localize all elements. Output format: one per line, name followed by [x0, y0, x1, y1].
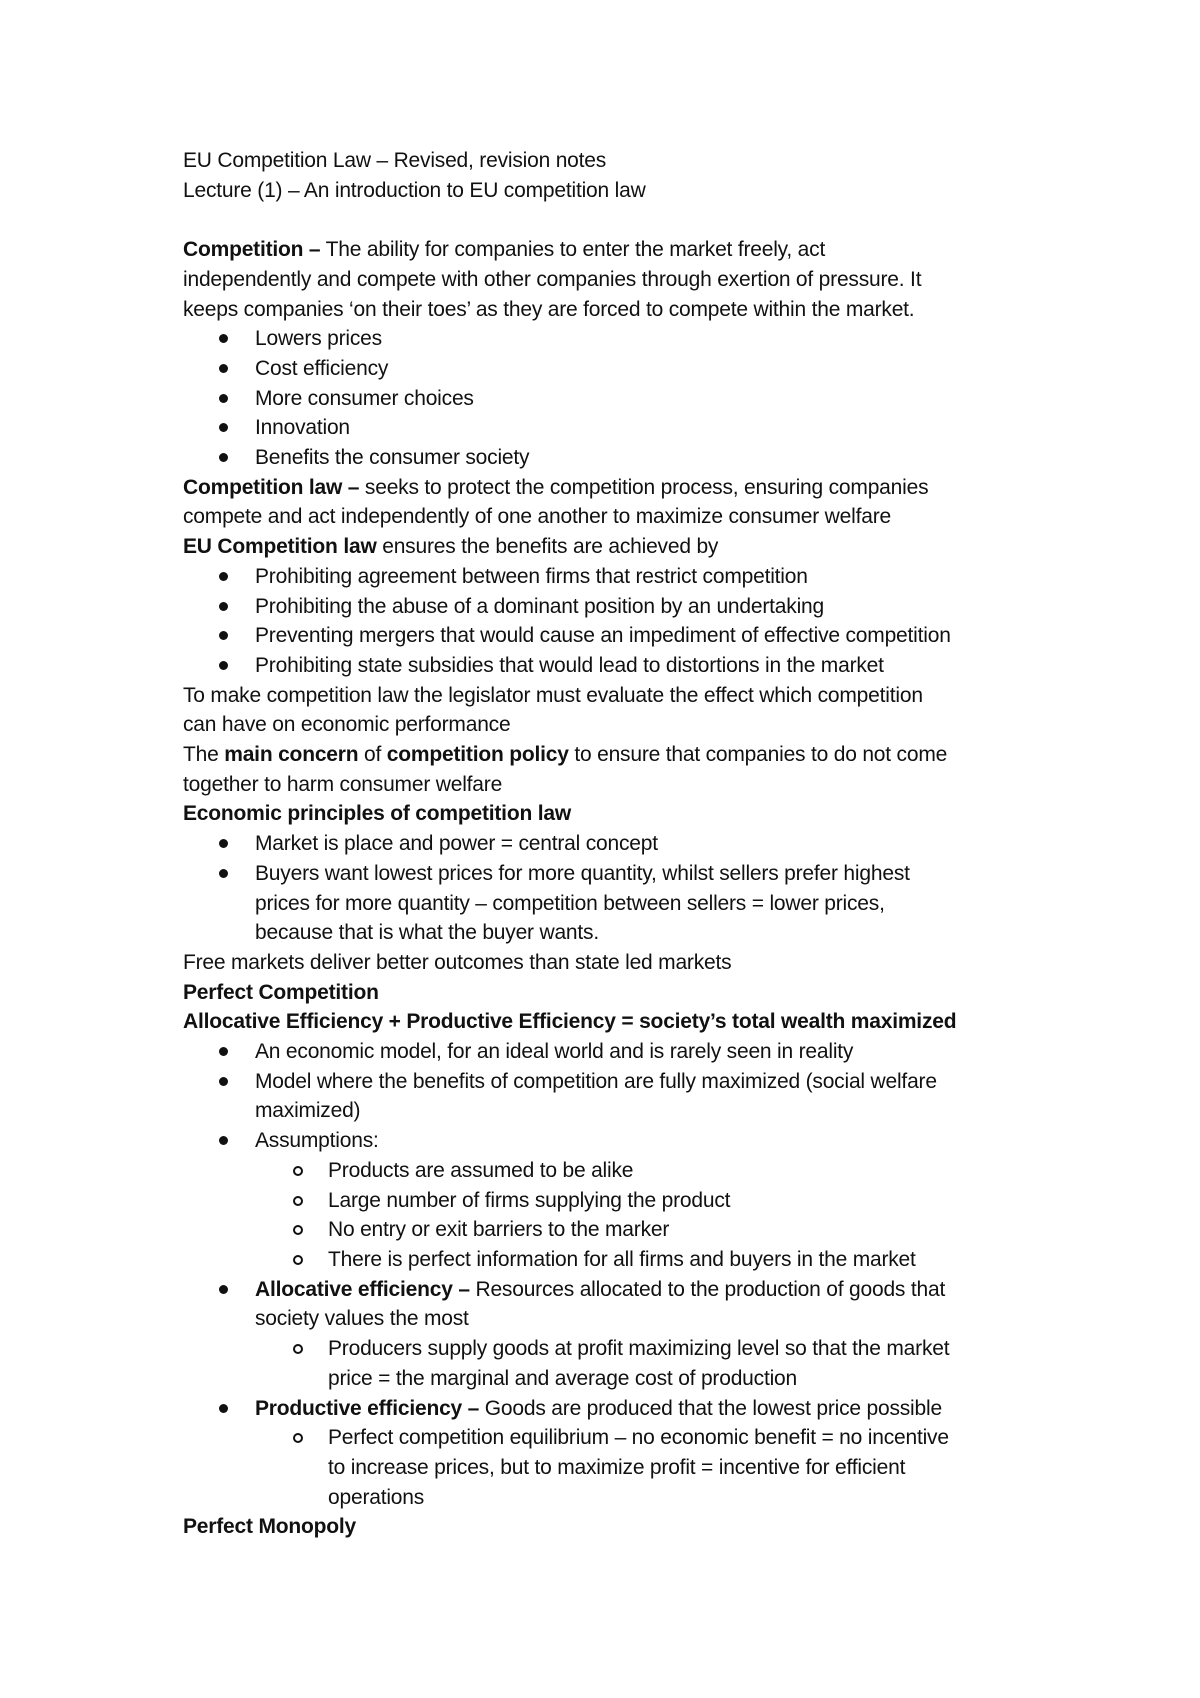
list-item: Cost efficiency: [183, 354, 1083, 384]
list-item: Market is place and power = central concept: [183, 829, 1083, 859]
list-item: Prohibiting state subsidies that would lead to distortions in the market: [183, 651, 1083, 681]
sub-list-item: There is perfect information for all firms and buyers in the market: [183, 1245, 1083, 1275]
circle-bullet-icon: [293, 1196, 303, 1206]
list-item-continuation: prices for more quantity – competition between sellers = lower prices,: [255, 891, 885, 915]
bullet-icon: [219, 423, 228, 432]
bullet-icon: [219, 839, 228, 848]
bullet-icon: [219, 334, 228, 343]
list-item: Preventing mergers that would cause an impediment of effective competition: [183, 621, 1083, 651]
list-item: Model where the benefits of competition are fully maximized (social welfare: [183, 1067, 1083, 1097]
sub-list-item: Large number of firms supplying the product: [183, 1186, 1083, 1216]
term-competition-law: Competition law –: [183, 475, 360, 499]
list-item: Prohibiting agreement between firms that restrict competition: [183, 562, 1083, 592]
list-item-continuation: because that is what the buyer wants.: [255, 921, 599, 945]
legislator-paragraph: To make competition law the legislator must evaluate the effect which competition: [183, 683, 923, 707]
competition-definition: Competition – The ability for companies to enter the market freely, act: [183, 238, 826, 262]
sub-list-item-continuation: to increase prices, but to maximize profit = incentive for efficient: [328, 1455, 906, 1479]
list-item-continuation: maximized): [255, 1099, 361, 1123]
competition-law-definition: Competition law – seeks to protect the competition process, ensuring companies: [183, 475, 929, 499]
legislator-paragraph-line: can have on economic performance: [183, 713, 511, 737]
bullet-icon: [219, 394, 228, 403]
perfect-monopoly-heading: Perfect Monopoly: [183, 1515, 356, 1539]
document-title: EU Competition Law – Revised, revision notes: [183, 149, 607, 172]
circle-bullet-icon: [293, 1344, 303, 1354]
bullet-icon: [219, 364, 228, 373]
bullet-icon: [219, 869, 228, 878]
bullet-icon: [219, 1077, 228, 1086]
list-item: Innovation: [183, 413, 1083, 443]
list-item: Benefits the consumer society: [183, 443, 1083, 473]
spacer: [183, 205, 1083, 235]
list-item: Lowers prices: [183, 324, 1083, 354]
lecture-heading: Lecture (1) – An introduction to EU competition law: [183, 178, 646, 202]
bullet-icon: [219, 1136, 228, 1145]
list-item: Prohibiting the abuse of a dominant position by an undertaking: [183, 592, 1083, 622]
perfect-competition-subheading: Allocative Efficiency + Productive Efficiency = society’s total wealth maximized: [183, 1010, 957, 1034]
free-markets-statement: Free markets deliver better outcomes than state led markets: [183, 950, 732, 974]
perfect-competition-heading: Perfect Competition: [183, 980, 379, 1004]
competition-definition-line: keeps companies ‘on their toes’ as they are forced to compete within the market.: [183, 297, 915, 321]
bullet-icon: [219, 661, 228, 670]
list-item-continuation: society values the most: [255, 1307, 469, 1331]
sub-list-item: Producers supply goods at profit maximizing level so that the market: [183, 1334, 1083, 1364]
document-page: [183, 146, 1083, 1542]
list-item: Productive efficiency – Goods are produced that the lowest price possible: [183, 1394, 1083, 1424]
term-competition: Competition –: [183, 238, 321, 262]
competition-definition-line: independently and compete with other companies through exertion of pressure. It: [183, 267, 922, 291]
bullet-icon: [219, 1285, 228, 1294]
circle-bullet-icon: [293, 1166, 303, 1176]
list-item: An economic model, for an ideal world and is rarely seen in reality: [183, 1037, 1083, 1067]
term-eu-competition-law: EU Competition law: [183, 535, 377, 559]
list-item: Assumptions:: [183, 1126, 1083, 1156]
bullet-icon: [219, 1047, 228, 1056]
circle-bullet-icon: [293, 1255, 303, 1265]
sub-list-item: Products are assumed to be alike: [183, 1156, 1083, 1186]
bullet-icon: [219, 453, 228, 462]
sub-list-item: Perfect competition equilibrium – no economic benefit = no incentive: [183, 1423, 1083, 1453]
sub-list-item-continuation: price = the marginal and average cost of production: [328, 1366, 798, 1390]
bullet-icon: [219, 631, 228, 640]
sub-list-item-continuation: operations: [328, 1485, 425, 1509]
eu-competition-law-intro: EU Competition law ensures the benefits are achieved by: [183, 535, 719, 559]
competition-law-definition-line: compete and act independently of one another to maximize consumer welfare: [183, 505, 891, 529]
main-concern-paragraph-line: together to harm consumer welfare: [183, 772, 503, 796]
sub-list-item: No entry or exit barriers to the marker: [183, 1215, 1083, 1245]
main-concern-paragraph: The main concern of competition policy to ensure that companies to do not come: [183, 743, 948, 767]
list-item: More consumer choices: [183, 384, 1083, 414]
list-item: Allocative efficiency – Resources allocated to the production of goods that: [183, 1275, 1083, 1305]
economic-principles-heading: Economic principles of competition law: [183, 802, 571, 826]
bullet-icon: [219, 572, 228, 581]
circle-bullet-icon: [293, 1225, 303, 1235]
bullet-icon: [219, 1404, 228, 1413]
list-item: Buyers want lowest prices for more quantity, whilst sellers prefer highest: [183, 859, 1083, 889]
bullet-icon: [219, 602, 228, 611]
circle-bullet-icon: [293, 1433, 303, 1443]
